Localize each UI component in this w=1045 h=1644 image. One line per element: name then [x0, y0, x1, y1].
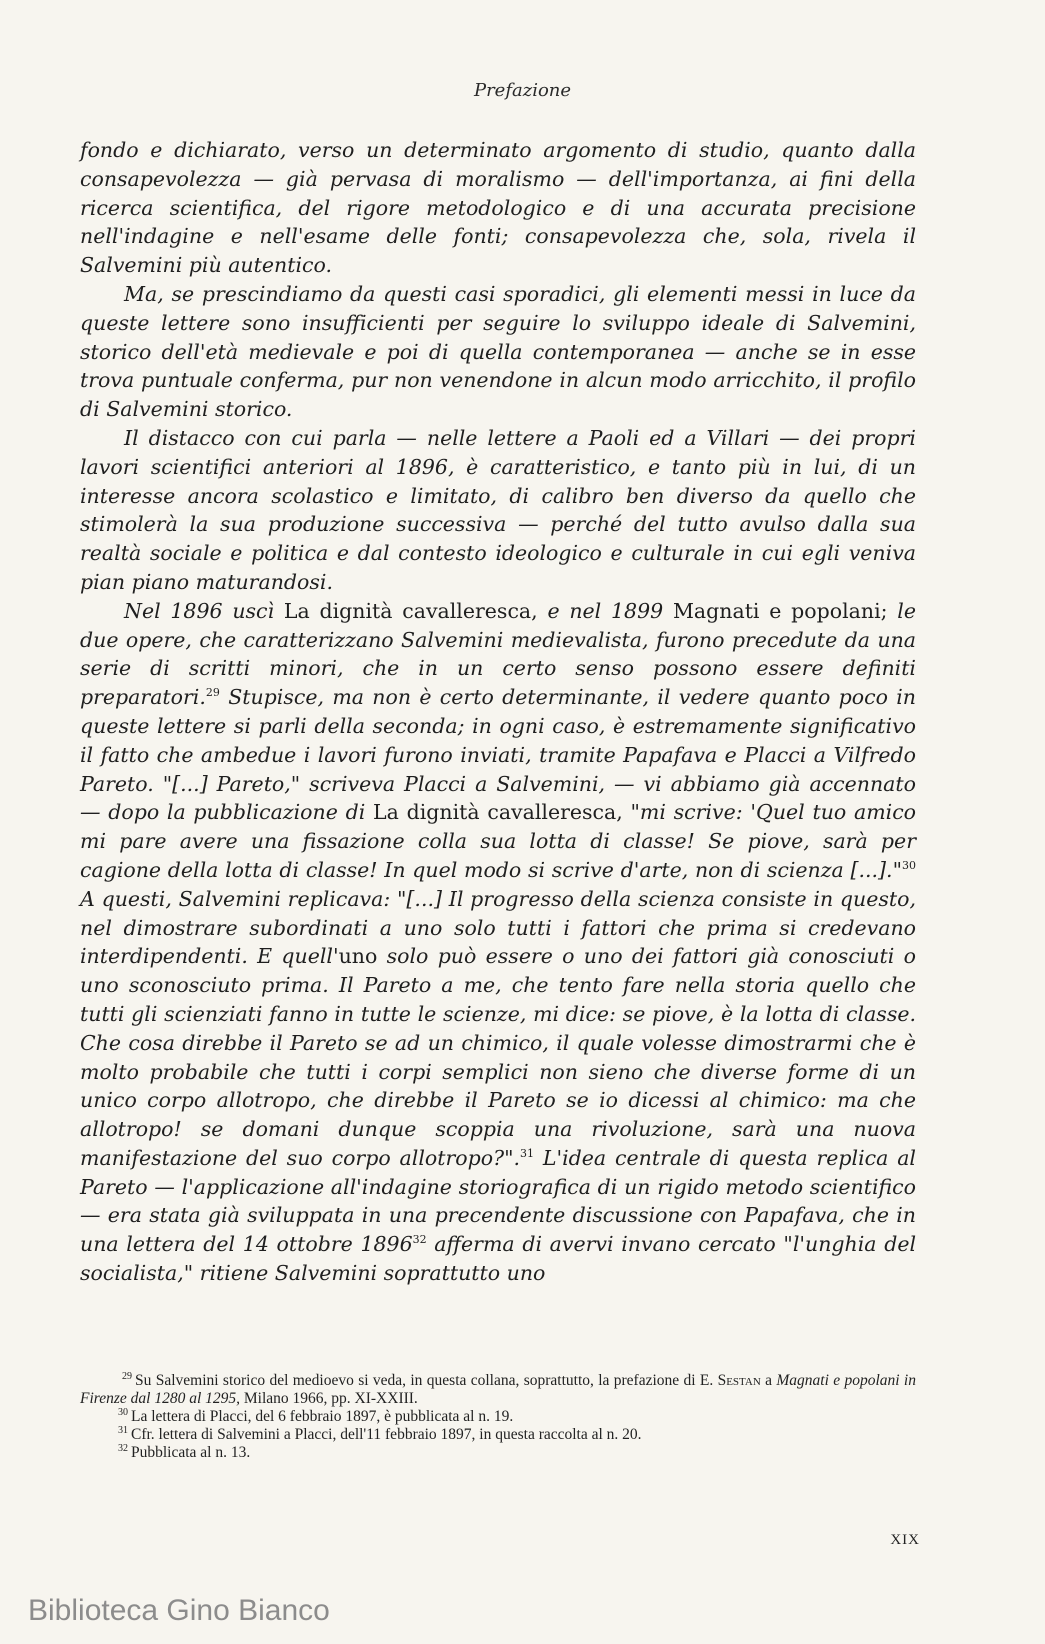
footnote-32	[80, 1444, 916, 1462]
p4-text-a: Nel 1896 uscì	[124, 598, 284, 623]
footnote-title: Magnati e popolani in Firenze dal 1280 al 1295,	[80, 1372, 916, 1407]
page-number: XIX	[890, 1532, 920, 1548]
p4-text-e: le due opere, che caratterizzano Salvemini medievalista, furono precedute da una serie di scritti minori, che in un certo senso possono essere definiti preparatori.	[80, 598, 916, 710]
paragraph-3: Il distacco con cui parla — nelle lettere a Paoli ed a Villari — dei propri lavori scientifici anteriori al 1896, è caratteristico, e tanto più in lui, di un interesse ancora scolastico e limitato, di calibro ben diverso da quello che stimolerà la sua produzione successiva — perché del tutto avulso dalla sua realtà sociale e politica e dal contesto ideologico e culturale in cui egli veniva pian piano maturandosi.	[80, 425, 916, 594]
running-head: Prefazione	[473, 80, 572, 101]
paragraph-1: fondo e dichiarato, verso un determinato argomento di studio, quanto dalla consapevolezza — già pervasa di moralismo — dell'importanza, ai fini della ricerca scientifica, del rigore metodologico e di una accurata precisione nell'indagine e nell'esame delle fonti; consapevolezza che, sola, rivela il Salvemini più autentico.	[80, 138, 916, 278]
footnote-30	[80, 1408, 916, 1426]
p4-text-k: solo può essere o uno dei fattori già conosciuti o uno sconosciuto prima. Il Pareto a me, che tento fare nella storia quello che tutti gli scienziati fanno in tutte le scienze, mi dice: se piove, è la lotta di classe. Che cosa direbbe il Pareto se ad un chimico, il quale volesse dimostrarmi che è molto probabile che tutti i corpi semplici non sieno che diverse forme di un unico corpo allotropo, che direbbe il Pareto se io dicessi al chimico: ma che allotropo! se domani dunque scoppia una rivoluzione, sarà una nuova manifestazione del suo corpo allotropo?".	[80, 944, 916, 1170]
library-watermark: Biblioteca Gino Bianco	[28, 1594, 330, 1627]
p4-text-l: L'idea centrale di questa replica al Pareto — l'applicazione all'indagine storiografica di un rigido metodo scientifico — era stata già sviluppata in una precendente discussione con Papafava, che in una lettera del 14 ottobre 1896	[80, 1145, 916, 1257]
body-text	[80, 136, 916, 1288]
book-title-dignita-2: La dignità cavalleresca,	[373, 800, 623, 825]
footnote-text: a	[760, 1372, 777, 1389]
p4-text-m: afferma di avervi invano cercato "l'unghia del socialista," ritiene Salvemini soprattutto uno	[80, 1232, 917, 1286]
footnote-number: 30	[118, 1406, 128, 1418]
footnote-number: 32	[118, 1442, 128, 1454]
footnote-number: 29	[122, 1370, 132, 1382]
footnote-ref-29: 29	[205, 686, 220, 700]
book-title-magnati: Magnati e popolani;	[672, 598, 888, 623]
footnote-text: Milano 1966, pp. XI-XXIII.	[240, 1390, 418, 1407]
footnote-text: Cfr. lettera di Salvemini a Placci, dell'11 febbraio 1897, in questa raccolta al n. 20.	[131, 1426, 642, 1443]
footnote-ref-32: 32	[412, 1233, 427, 1247]
footnote-text: Su Salvemini storico del medioevo si veda, in questa collana, soprattutto, la prefazione di	[135, 1372, 700, 1389]
p4-text-h: "mi scrive: 'Quel tuo amico mi pare avere una fissazione colla sua lotta di classe! Se piove, sarà per cagione della lotta di classe! In quel modo si scrive d'arte, non di scienza [...]."	[80, 800, 917, 882]
p4-text-i: A questi, Salvemini replicava: "[...] Il progresso della scienza consiste in questo, nel dimostrare subordinati a uno solo tutti i fattori che prima si credevano interdipendenti. E quell'	[80, 886, 916, 969]
footnotes	[80, 1372, 916, 1462]
footnote-text: Pubblicata al n. 13.	[131, 1444, 251, 1461]
footnote-number: 31	[118, 1424, 128, 1436]
paragraph-2: Ma, se prescindiamo da questi casi sporadici, gli elementi messi in luce da queste lettere sono insufficienti per seguire lo sviluppo ideale di Salvemini, storico dell'età medievale e poi di quella contemporanea — anche se in esse trova puntuale conferma, pur non venendone in alcun modo arricchito, il profilo di Salvemini storico.	[80, 281, 916, 422]
paragraph-4	[80, 597, 916, 1288]
p4-text-c: e nel 1899	[537, 598, 673, 623]
footnote-ref-31: 31	[520, 1147, 535, 1161]
footnote-29	[80, 1372, 916, 1408]
footnote-31	[80, 1426, 916, 1444]
p4-text-f: Stupisce, ma non è certo determinante, il vedere quanto poco in queste lettere si parli della seconda; in ogni caso, è estremamente significativo il fatto che ambedue i lavori furono inviati, tramite Papafava e Placci a Vilfredo Pareto. "[...] Pareto," scriveva Placci a Salvemini, — vi abbiamo già accennato — dopo la pubblicazione di	[80, 685, 916, 825]
p4-word-uno: uno	[338, 944, 378, 969]
footnote-author: E. Sestan	[699, 1372, 761, 1389]
footnote-ref-30: 30	[902, 859, 916, 873]
footnote-text: La lettera di Placci, del 6 febbraio 1897, è pubblicata al n. 19.	[131, 1408, 514, 1425]
book-title-dignita: La dignità cavalleresca,	[283, 598, 538, 623]
